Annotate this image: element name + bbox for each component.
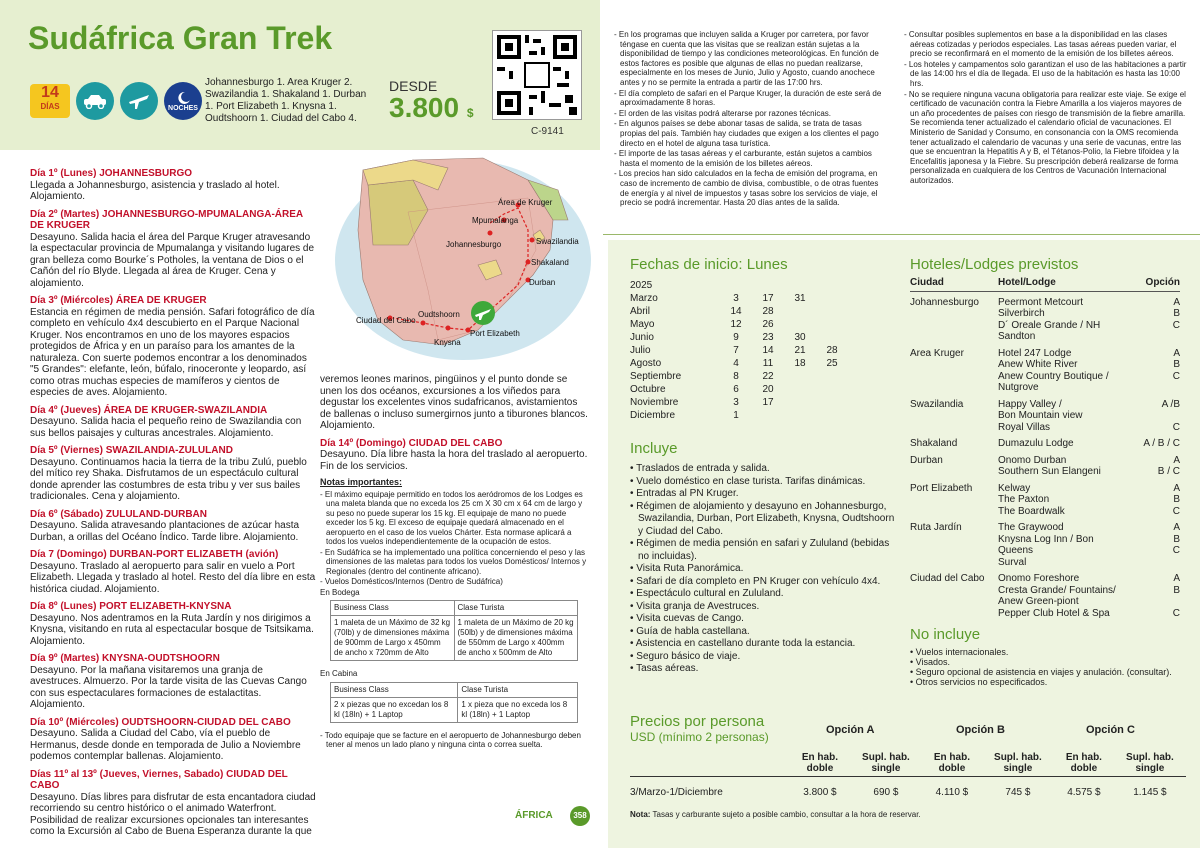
table-cell: 1 maleta de un Máximo de 20 kg (50lb) y de dimensiones máxima de 550mm de Largo x 400mm de ancho x 500mm de Alto bbox=[454, 616, 578, 661]
list-item: • Seguro básico de viaje. bbox=[630, 650, 741, 662]
date-day: 1 bbox=[733, 410, 739, 421]
day-title: Día 9º (Martes) KNYSNA-OUDTSHOORN bbox=[30, 653, 220, 664]
days-badge bbox=[30, 84, 70, 118]
page-title: Sudáfrica Gran Trek bbox=[28, 20, 333, 56]
date-day: 14 bbox=[730, 306, 742, 317]
price-period: 3/Marzo-1/Diciembre bbox=[630, 787, 723, 798]
hotel-option: A / B / C bbox=[1143, 438, 1180, 449]
hotel-name: Anew Country Boutique / bbox=[998, 370, 1109, 382]
dates-table bbox=[630, 279, 652, 292]
table-row bbox=[910, 450, 1180, 478]
region-tag: ÁFRICA bbox=[515, 810, 553, 821]
hotel-city: Ruta Jardín bbox=[910, 522, 962, 533]
table-row bbox=[910, 517, 1180, 568]
price-cell: 745 $ bbox=[1005, 787, 1031, 798]
list-item: • Régimen de alojamiento y desayuno en Johannesburgo, Swazilandia, Durban, Port Elizabeth, Knysna, Oudtshoorn y Ciudad del Cabo. bbox=[630, 500, 895, 537]
date-day: 8 bbox=[733, 371, 739, 382]
hotel-option: C bbox=[1172, 421, 1180, 433]
day-text: Estancia en régimen de media pensión. Safari fotográfico de día completo en vehículo 4x4 descubierto en el Parque Nacional Kruger. Nos encontramos en uno de los mayores espacios protegidos de África y en un paraíso para los amantes de la naturaleza. Con suerte podemos encontrar a los denominados "5 Grandes": elefante, león, búfalo, rinoceronte y leopardo, así como otras muchas especies de mamíferos y cientos de especies de aves. Alojamiento. bbox=[30, 306, 315, 398]
col-single: Supl. hab. single bbox=[850, 752, 922, 777]
col-doble: En hab. doble bbox=[790, 752, 850, 777]
date-day bbox=[752, 409, 784, 422]
note-item: - En Sudáfrica se ha implementado una política concerniendo el peso y las dimensiones de las maletas para todos los vuelos Domésticos/ Internos y Regionales (dentro del continente africano). bbox=[320, 547, 587, 576]
desde-label: DESDE bbox=[389, 78, 438, 94]
route-summary: Johannesburgo 1. Area Kruger 2. Swazilandia 1. Shakaland 1. Durban 1. Port Elizabeth 1. Knysna 1. Oudtshoorn 1. Ciudad del Cabo 4. bbox=[205, 77, 367, 124]
hotel-option: A bbox=[1173, 296, 1180, 308]
day-text: Desayuno. Nos adentramos en la Ruta Jardín y nos dirigimos a Knysna, visitando en ruta al espectacular bosque de Tsitsikama. Alojamiento. bbox=[30, 612, 314, 647]
hotel-name: Surval bbox=[998, 556, 1027, 568]
condition-item: - En los programas que incluyen salida a Kruger por carretera, por favor téngase en cuenta que las visitas que se realizan están sujetas a la disponibilidad de tiempo y las condiciones meteorológicas. En función de estos factores es posible que algunas de ellas no puedan realizarse, especialmente en los meses de Junio, Julio y Agosto, cuando anochece antes y no se permite la entrada a partir de las 17:00 hrs. bbox=[614, 30, 879, 87]
cabina-table bbox=[330, 682, 578, 723]
date-day: 31 bbox=[794, 293, 806, 304]
date-day: 30 bbox=[794, 332, 806, 343]
map-label-ciudad-del-cabo: Ciudad del Cabo bbox=[356, 316, 416, 325]
price-note-text: Tasas y carburante sujeto a posible cambio, consultar a la hora de reservar. bbox=[652, 810, 921, 819]
days-number: 14 bbox=[41, 84, 59, 101]
date-day: 23 bbox=[762, 332, 774, 343]
map-label-johannesburgo: Johannesburgo bbox=[446, 240, 502, 249]
note-item: - El máximo equipaje permitido en todos los aeródromos de los Lodges es una maleta blanda que no exceda los 25 cm X 30 cm x 64 cm de largo y su peso no puede superar los 15 kg. El equipaje de mano no puede exceder los 5 kg. El exceso de equipaje quedará almacenado en el aeropuerto en el caso de los vuelos Chárter. Esta normase aplicará a todos los vuelos independientemente de la ocupación de estos. bbox=[320, 489, 583, 546]
condition-item: - Los precios han sido calculados en la fecha de emisión del programa, en caso de incremento de cambio de divisa, combustible, o de otras fuentes de energía y al nivel de impuestos y tasas sobre los servicios de viaje, el precio se podrá incrementar. Hasta 20 días antes de la salida. bbox=[614, 169, 879, 208]
hotel-option: B bbox=[1173, 494, 1180, 505]
date-day: 17 bbox=[762, 397, 774, 408]
hotel-name: Southern Sun Elangeni bbox=[998, 466, 1101, 477]
days-label: DÍAS bbox=[40, 102, 60, 111]
list-item: • Guía de habla castellana. bbox=[630, 625, 750, 637]
right-page bbox=[600, 0, 1200, 848]
hotel-option: B bbox=[1173, 533, 1180, 545]
list-item: • Visita granja de Avestruces. bbox=[630, 600, 760, 612]
table-row bbox=[630, 777, 1186, 799]
page-number: 358 bbox=[570, 806, 590, 826]
hotel-city: Area Kruger bbox=[910, 347, 964, 359]
day-title: Día 6º (Sábado) ZULULAND-DURBAN bbox=[30, 508, 207, 520]
hotel-options bbox=[1130, 450, 1180, 478]
date-day: 4 bbox=[733, 358, 739, 369]
day-text: Desayuno. Salida hacia el área del Parque Kruger atravesando la espectacular provincia de Mpumalanga y visitando lugares de gran belleza como Bourke´s Potholes, la ventana de Dios o el Cañón del río Blyde. Llegada al área de Kruger. Cena y alojamiento. bbox=[30, 231, 315, 289]
table-head: Clase Turista bbox=[458, 682, 578, 697]
date-day: 26 bbox=[762, 319, 774, 330]
map-label-swazilandia: Swazilandia bbox=[536, 237, 579, 246]
table-row bbox=[910, 433, 1180, 450]
table-row bbox=[630, 318, 848, 331]
list-item: • Tasas aéreas. bbox=[630, 663, 699, 674]
date-day: 28 bbox=[762, 306, 774, 317]
price-note-label: Nota: bbox=[630, 810, 651, 819]
date-month: Septiembre bbox=[630, 371, 682, 382]
prices-title: Precios por persona bbox=[630, 713, 765, 730]
hotel-name: Dumazulu Lodge bbox=[998, 438, 1074, 449]
hotel-option: C bbox=[1172, 545, 1180, 556]
table-row bbox=[630, 331, 848, 344]
map-label-shakaland: Shakaland bbox=[531, 258, 569, 267]
date-day: 20 bbox=[762, 384, 774, 395]
day-text: Desayuno. Traslado al aeropuerto para salir en vuelo a Port Elizabeth. Llegada y traslado al hotel. Resto del día libre en esta histórica ciudad. Alojamiento. bbox=[30, 560, 316, 595]
hotel-option: B bbox=[1173, 359, 1180, 370]
hotel-city: Port Elizabeth bbox=[910, 482, 973, 494]
price-cell: 3.800 $ bbox=[803, 787, 837, 798]
hotel-name: The Graywood bbox=[998, 522, 1064, 533]
hotel-city: Ciudad del Cabo bbox=[910, 573, 985, 584]
map-label-durban: Durban bbox=[529, 278, 556, 287]
not-included-list bbox=[910, 647, 1190, 687]
date-day bbox=[784, 396, 816, 409]
hotel-name: Cresta Grande/ Fountains/ bbox=[998, 584, 1116, 596]
table-cell: 1 maleta de un Máximo de 32 kg (70lb) y de dimensiones máxima de 900mm de Largo x 450mm de ancho x 720mm de Alto bbox=[331, 616, 455, 661]
hotel-option: B bbox=[1173, 308, 1180, 319]
date-month: Junio bbox=[630, 332, 654, 343]
hotel-options bbox=[1130, 433, 1180, 450]
date-day bbox=[784, 370, 816, 383]
table-row bbox=[630, 396, 848, 409]
hotel-name: Kelway bbox=[998, 482, 1031, 494]
hotel-name: Hotel 247 Lodge bbox=[998, 347, 1072, 359]
hotel-option: A bbox=[1173, 573, 1180, 584]
day-text: Desayuno. Día libre hasta la hora del traslado al aeropuerto. Fin de los servicios. bbox=[320, 449, 588, 472]
date-day bbox=[816, 370, 848, 383]
condition-item: - El orden de las visitas podrá alterarse por razones técnicas. bbox=[614, 108, 831, 118]
date-day: 12 bbox=[730, 319, 742, 330]
hotel-option: B bbox=[1173, 584, 1180, 596]
hotel-city: Durban bbox=[910, 454, 943, 466]
col-doble: En hab. doble bbox=[1054, 752, 1114, 777]
date-month: Mayo bbox=[630, 319, 655, 330]
car-icon bbox=[76, 82, 114, 120]
list-item: • Otros servicios no especificados. bbox=[910, 677, 1048, 687]
date-day: 9 bbox=[733, 332, 739, 343]
hotel-names bbox=[998, 478, 1130, 518]
dates-title: Fechas de inicio: Lunes bbox=[630, 256, 788, 273]
day-title: Día 4º (Jueves) ÁREA DE KRUGER-SWAZILANDIA bbox=[30, 404, 268, 416]
option-c-header: Opción C bbox=[1086, 724, 1135, 736]
condition-item: - Consultar posibles suplementos en base a la disponibilidad en las clases aéreas cotizadas y periodos especiales. Las tasas aéreas pueden variar, el precio se reconfirmará en el momento de la emisión de los billetes aéreos. bbox=[904, 30, 1177, 59]
price-cell: 690 $ bbox=[873, 787, 899, 798]
table-row bbox=[910, 394, 1180, 434]
table-row bbox=[630, 344, 848, 357]
hotel-option bbox=[1130, 331, 1180, 343]
date-month: Julio bbox=[630, 345, 651, 356]
map-label-port-elizabeth: Port Elizabeth bbox=[470, 329, 520, 338]
hotel-names bbox=[998, 568, 1130, 619]
date-month: Abril bbox=[630, 306, 651, 317]
date-day bbox=[816, 396, 848, 409]
list-item: • Entradas al PN Kruger. bbox=[630, 488, 739, 499]
table-row bbox=[630, 383, 848, 396]
day-title: Día 1º (Lunes) JOHANNESBURGO bbox=[30, 168, 193, 179]
date-month: Agosto bbox=[630, 358, 662, 369]
route-map bbox=[318, 150, 596, 370]
day-title: Día 14º (Domingo) CIUDAD DEL CABO bbox=[320, 437, 503, 449]
price-currency: $ bbox=[466, 106, 474, 120]
table-head: Business Class bbox=[331, 682, 458, 697]
bodega-label: En Bodega bbox=[320, 587, 360, 597]
date-day: 22 bbox=[762, 371, 774, 382]
list-item: • Régimen de media pensión en safari y Zululand (bebidas no incluidas). bbox=[630, 538, 890, 562]
hotel-name: Anew Green-piont bbox=[998, 596, 1079, 607]
hotel-option: B / C bbox=[1157, 466, 1180, 477]
hotel-names bbox=[998, 433, 1130, 450]
table-row bbox=[630, 370, 848, 383]
hotels-col-city: Ciudad bbox=[910, 277, 998, 291]
hotel-name: The Paxton bbox=[998, 494, 1050, 505]
day-continuation: veremos leones marinos, pingüinos y el punto donde se unen los dos océanos, excursiones a los viñedos para degustar los excelentes vinos sudafricanos, avistamientos de ballenas o incluso sumergirnos junto a tiburones blancos. Alojamiento. bbox=[320, 374, 588, 431]
date-day: 11 bbox=[762, 358, 774, 369]
date-day: 25 bbox=[826, 358, 838, 369]
day-title: Días 11º al 13º (Jueves, Viernes, Sabado) CIUDAD DEL CABO bbox=[30, 768, 288, 791]
hotel-options bbox=[1130, 343, 1180, 394]
date-day: 21 bbox=[794, 345, 806, 356]
hotel-options bbox=[1130, 568, 1180, 619]
date-day bbox=[784, 318, 816, 331]
condition-item: - No se requiere ninguna vacuna obligatoria para realizar este viaje. Se exige el certificado de vacunación contra la Fiebre Amarilla a los viajeros mayores de un año procedentes de países con riesgo de transmisión de la fiebre amarilla. Se recomienda tener actualizado el calendario oficial de vacunaciones. El Ministerio de Sanidad y Consumo, en consonancia con la OMS recomienda tener actualizado el calendario de vacunas y una serie de vacunas, entre las que se encuentran la Hepatitis A y B, el Tétanos-Polio, la Fiebre tifoidea y la Encefalitis japonesa y la Fiebre. Su prescripción deberá realizarse de forma personalizada en cualquiera de los Centros de Vacunación Internacional autorizados. bbox=[904, 89, 1186, 185]
list-item: • Seguro opcional de asistencia en viajes y anulación. (consultar). bbox=[910, 667, 1172, 677]
hotel-name: The Boardwalk bbox=[998, 505, 1065, 517]
hotels-title: Hoteles/Lodges previstos bbox=[910, 256, 1079, 273]
price-cell: 4.575 $ bbox=[1067, 787, 1101, 798]
hotel-names bbox=[998, 343, 1130, 394]
date-day: 3 bbox=[733, 397, 739, 408]
hotel-names bbox=[998, 291, 1130, 343]
hotel-options bbox=[1130, 394, 1180, 434]
hotel-name: Onomo Foreshore bbox=[998, 573, 1080, 584]
program-code: C-9141 bbox=[531, 126, 564, 137]
prices-section bbox=[630, 713, 1186, 819]
hotels-table bbox=[910, 277, 1180, 619]
hotel-option: C bbox=[1172, 370, 1180, 382]
map-label-knysna: Knysna bbox=[434, 338, 461, 347]
condition-item: - El día completo de safari en el Parque Kruger, la duración de este será de aproximadamente 8 horas. bbox=[614, 88, 882, 108]
date-day bbox=[784, 383, 816, 396]
date-day: 7 bbox=[733, 345, 739, 356]
date-day bbox=[816, 305, 848, 318]
price-value: 3.800 bbox=[389, 92, 460, 123]
price-cell: 4.110 $ bbox=[935, 787, 969, 798]
day-title: Día 8º (Lunes) PORT ELIZABETH-KNYSNA bbox=[30, 601, 232, 612]
table-head: Business Class bbox=[331, 601, 455, 616]
hotel-name: Anew White River bbox=[998, 359, 1078, 370]
hotels-section bbox=[910, 256, 1192, 619]
table-row bbox=[630, 305, 848, 318]
plane-icon bbox=[120, 82, 158, 120]
hotel-name: Onomo Durban bbox=[998, 454, 1067, 466]
date-day: 3 bbox=[733, 293, 739, 304]
hotel-names bbox=[998, 450, 1130, 478]
hotel-option: A bbox=[1173, 522, 1180, 533]
noches-label: NOCHES bbox=[168, 104, 198, 112]
hotel-name: Sandton bbox=[998, 331, 1036, 342]
important-notes bbox=[320, 478, 588, 750]
date-day bbox=[816, 292, 848, 305]
hotel-option bbox=[1130, 410, 1180, 422]
date-day bbox=[784, 305, 816, 318]
note-item: - Vuelos Domésticos/Internos (Dentro de Sudáfrica) bbox=[320, 577, 503, 586]
qr-code[interactable] bbox=[492, 30, 582, 120]
date-day: 6 bbox=[733, 384, 739, 395]
day-text: Desayuno. Por la mañana visitaremos una granja de avestruces. Almuerzo. Por la tarde visita de las Cuevas Cango con sus espectaculares formaciones de estalactitas. Alojamiento. bbox=[30, 664, 307, 710]
price-cell: 1.145 $ bbox=[1133, 787, 1167, 798]
list-item: • Safari de día completo en PN Kruger con vehículo 4x4. bbox=[630, 575, 881, 587]
table-head: Clase Turista bbox=[454, 601, 578, 616]
map-label-oudtshoorn: Oudtshoorn bbox=[418, 310, 460, 319]
hotel-option: A /B bbox=[1161, 398, 1180, 410]
option-b-header: Opción B bbox=[956, 724, 1005, 736]
hotel-option: C bbox=[1172, 505, 1180, 517]
condition-item: - El importe de las tasas aéreas y el carburante, están sujetos a cambios hasta el momento de la emisión de los billetes aéreos. bbox=[614, 149, 872, 168]
table-row bbox=[910, 291, 1180, 343]
hotel-names bbox=[998, 517, 1130, 568]
day-title: Día 10º (Miércoles) OUDTSHOORN-CIUDAD DEL CABO bbox=[30, 716, 291, 728]
hotel-option: A bbox=[1173, 482, 1180, 494]
map-label-mpumalanga: Mpumalanga bbox=[472, 216, 519, 225]
hotel-option bbox=[1130, 382, 1180, 394]
table-cell: 1 x pieza que no exceda los 8 kl (18ln) + 1 Laptop bbox=[458, 697, 578, 722]
table-row bbox=[630, 292, 848, 305]
date-day: 14 bbox=[762, 345, 774, 356]
start-dates bbox=[630, 256, 880, 422]
date-day bbox=[816, 318, 848, 331]
hotel-options bbox=[1130, 478, 1180, 518]
hotel-name: Pepper Club Hotel & Spa bbox=[998, 607, 1110, 619]
day-text: Desayuno. Salida a Ciudad del Cabo, vía el pueblo de Hermanus, desde donde en temporada de Julio a Noviembre podemos contemplar ballenas. Alojamiento. bbox=[30, 728, 301, 762]
day-text: Desayuno. Días libres para disfrutar de esta encantadora ciudad recorriendo su centro histórico o el animado Waterfront. Posibilidad de realizar excursiones opcionales tan interesantes como la Excursión al Cabo de Buena Esperanza durante la que bbox=[30, 791, 316, 837]
itinerary-column bbox=[30, 168, 316, 844]
table-row bbox=[910, 568, 1180, 619]
hotel-options bbox=[1130, 291, 1180, 343]
date-day: 17 bbox=[762, 293, 774, 304]
date-day: 28 bbox=[826, 345, 838, 356]
day-title: Día 2º (Martes) JOHANNESBURGO-MPUMALANGA-ÁREA DE KRUGER bbox=[30, 208, 303, 231]
hotel-option bbox=[1130, 596, 1180, 608]
condition-item: - En algunos países se debe abonar tasas de salida, se trata de tasas propias del país. También hay ciudades que exigen a los clientes el pago directo en el hotel de alguna tasa turística. bbox=[614, 119, 879, 148]
col-single: Supl. hab. single bbox=[1114, 752, 1186, 777]
hotel-name: D´ Oreale Grande / NH bbox=[998, 319, 1101, 331]
list-item: • Asistencia en castellano durante toda la estancia. bbox=[630, 638, 856, 649]
date-month: Noviembre bbox=[630, 397, 679, 408]
conditions-column-1 bbox=[614, 30, 886, 209]
bodega-table bbox=[330, 600, 578, 661]
date-day: 18 bbox=[794, 358, 806, 369]
includes-section bbox=[630, 440, 900, 676]
list-item: • Visita cuevas de Cango. bbox=[630, 613, 744, 624]
notes-title: Notas importantes: bbox=[320, 477, 403, 487]
date-day bbox=[816, 331, 848, 344]
day-text: Desayuno. Salida hacia el pequeño reino de Swazilandia con sus bellos paisajes y culturas ancestrales. Alojamiento. bbox=[30, 416, 302, 439]
day-text: Desayuno. Salida atravesando plantaciones de azúcar hasta Durban, a orillas del Océano Índico. Tarde libre. Alojamiento. bbox=[30, 520, 300, 543]
hotel-city: Shakaland bbox=[910, 438, 958, 449]
table-row bbox=[910, 343, 1180, 394]
table-row bbox=[630, 357, 848, 370]
hotel-option: A bbox=[1173, 454, 1180, 466]
condition-item: - Los hoteles y campamentos solo garantizan el uso de las habitaciones a partir de las 14:00 hrs el día de llegada. El uso de la habitación es hasta las 10:00 hrs. bbox=[904, 59, 1187, 88]
day-title: Día 3º (Miércoles) ÁREA DE KRUGER bbox=[30, 295, 207, 306]
list-item: • Visados. bbox=[910, 657, 951, 667]
day-title: Día 7 (Domingo) DURBAN-PORT ELIZABETH (avión) bbox=[30, 549, 279, 560]
list-item: • Vuelos internacionales. bbox=[910, 647, 1009, 657]
date-day bbox=[816, 409, 848, 422]
not-included-title: No incluye bbox=[910, 626, 981, 643]
hotel-city: Swazilandia bbox=[910, 398, 964, 410]
table-row bbox=[910, 478, 1180, 518]
hotel-name: Royal Villas bbox=[998, 421, 1051, 433]
hotel-city: Johannesburgo bbox=[910, 296, 979, 308]
hotel-option: C bbox=[1172, 319, 1180, 331]
list-item: • Visita Ruta Panorámica. bbox=[630, 563, 744, 574]
table-cell: 2 x piezas que no excedan los 8 kl (18ln) + 1 Laptop bbox=[331, 697, 458, 722]
moon-icon bbox=[164, 82, 202, 120]
date-month: Marzo bbox=[630, 293, 658, 304]
price-note bbox=[630, 810, 921, 819]
hotel-name: Bon Mountain view bbox=[998, 410, 1083, 421]
includes-title: Incluye bbox=[630, 440, 678, 457]
hotel-name: Happy Valley / bbox=[998, 398, 1062, 410]
not-included-section bbox=[910, 626, 1190, 687]
prices-subtitle: USD (mínimo 2 personas) bbox=[630, 730, 769, 744]
date-month: Diciembre bbox=[630, 410, 676, 421]
dates-grid bbox=[630, 292, 848, 422]
conditions-column-2 bbox=[904, 30, 1192, 187]
hotel-option: C bbox=[1172, 607, 1180, 619]
date-day bbox=[784, 409, 816, 422]
hotels-col-option: Opción bbox=[1130, 277, 1180, 291]
option-a-header: Opción A bbox=[826, 724, 875, 736]
day-text: Llegada a Johannesburgo, asistencia y traslado al hotel. Alojamiento. bbox=[30, 179, 280, 202]
price-from bbox=[389, 92, 474, 124]
map-label-kruger: Área de Kruger bbox=[498, 198, 553, 207]
hotel-options bbox=[1130, 517, 1180, 568]
note-item: - Todo equipaje que se facture en el aeropuerto de Johannesburgo deben tener al menos un lado plano y ninguna cinta o correa suelta. bbox=[320, 730, 581, 749]
includes-list bbox=[630, 463, 900, 676]
list-item: • Espectáculo cultural en Zululand. bbox=[630, 588, 784, 599]
hotels-col-hotel: Hotel/Lodge bbox=[998, 277, 1130, 291]
col-doble: En hab. doble bbox=[922, 752, 982, 777]
section-divider bbox=[603, 234, 1200, 235]
date-month: Octubre bbox=[630, 384, 666, 395]
dates-year: 2025 bbox=[630, 280, 653, 291]
col-single: Supl. hab. single bbox=[982, 752, 1054, 777]
list-item: • Traslados de entrada y salida. bbox=[630, 463, 770, 474]
list-item: • Vuelo doméstico en clase turista. Tarifas dinámicas. bbox=[630, 475, 866, 487]
itinerary-column-2 bbox=[320, 374, 588, 751]
prices-table bbox=[630, 752, 1186, 798]
hotel-name: Knysna Log Inn / Bon Queens bbox=[998, 533, 1094, 556]
day-text: Desayuno. Continuamos hacia la tierra de la tribu Zulú, pueblo del mítico rey Shaka. Disfrutamos de un espectáculo cultural donde aprender las costumbres de esta tribu y ver sus bailes tradicionales. Cena y alojamiento. bbox=[30, 456, 307, 502]
hotel-name: Nutgrove bbox=[998, 382, 1039, 393]
hotel-name: Silverbirch bbox=[998, 308, 1045, 319]
day-title: Día 5º (Viernes) SWAZILANDIA-ZULULAND bbox=[30, 445, 233, 456]
cabina-label: En Cabina bbox=[320, 669, 358, 678]
table-row bbox=[630, 409, 848, 422]
hotel-option: A bbox=[1173, 347, 1180, 359]
date-day bbox=[816, 383, 848, 396]
hotel-names bbox=[998, 394, 1130, 434]
hotel-name: Peermont Metcourt bbox=[998, 296, 1084, 308]
